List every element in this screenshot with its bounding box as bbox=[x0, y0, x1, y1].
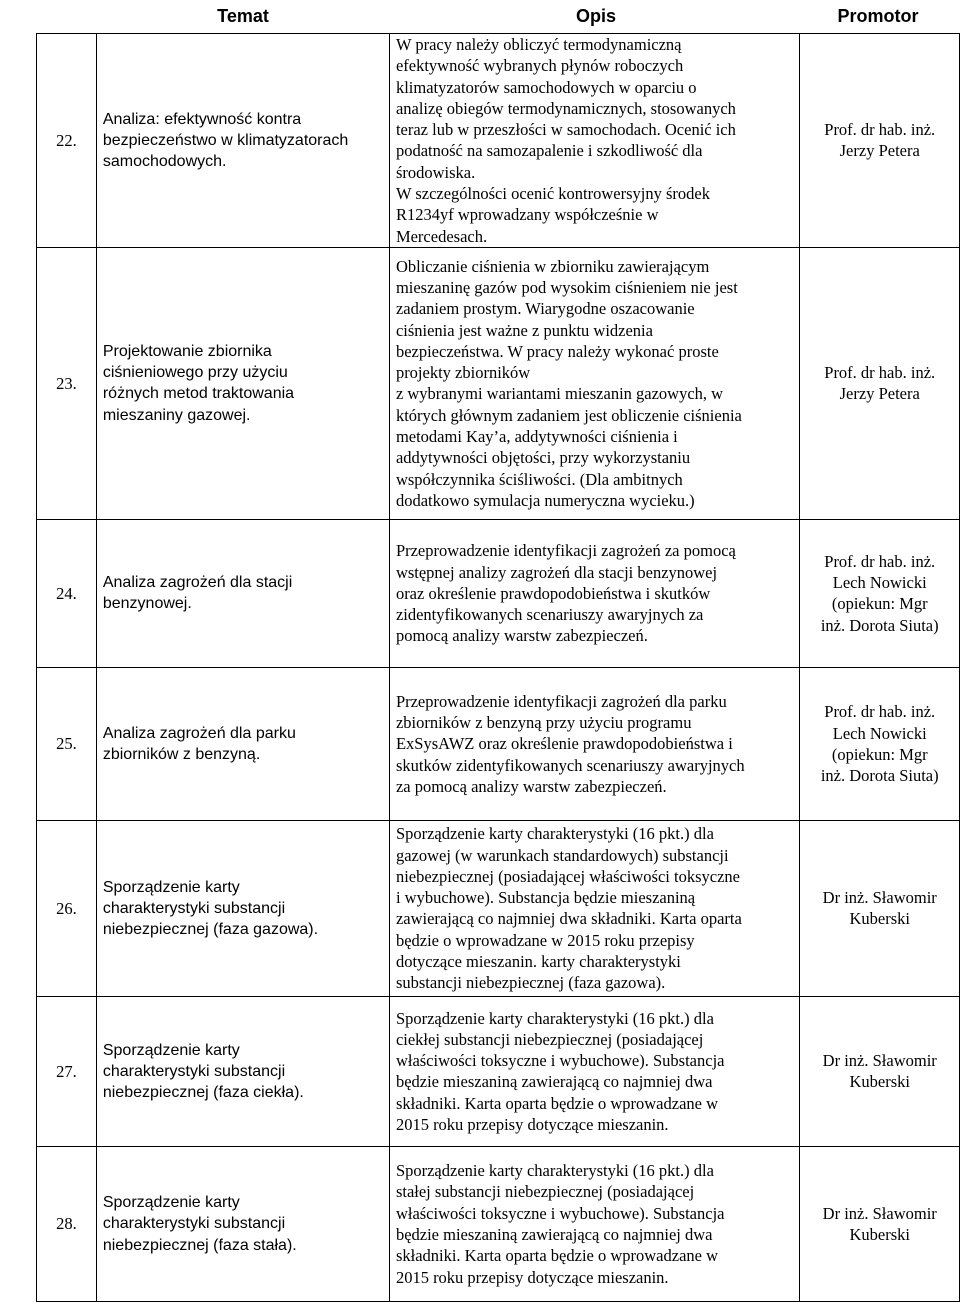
row-description: Sporządzenie karty charakterystyki (16 pkt.) dla stałej substancji niebezpiecznej (posiadającej właściwości toksyczne i wybuchowe). Substancja będzie mieszaniną zawierającą co najmniej dwa składniki. Karta oparta będzie o wprowadzane w 2015 roku przepisy dotyczące mieszanin. bbox=[389, 1146, 800, 1301]
row-number: 24. bbox=[37, 519, 97, 667]
row-number: 25. bbox=[37, 667, 97, 820]
table-row bbox=[37, 519, 960, 667]
table-row bbox=[37, 1146, 960, 1301]
header-topic-label: Temat bbox=[217, 6, 269, 26]
table-row bbox=[37, 820, 960, 996]
row-topic: Analiza zagrożeń dla parku zbiorników z benzyną. bbox=[96, 667, 389, 820]
table-row bbox=[37, 34, 960, 248]
row-topic: Analiza zagrożeń dla stacji benzynowej. bbox=[96, 519, 389, 667]
row-number: 26. bbox=[37, 820, 97, 996]
header-description bbox=[390, 0, 802, 33]
row-promoter: Prof. dr hab. inż. Lech Nowicki (opiekun: Mgr inż. Dorota Siuta) bbox=[800, 667, 960, 820]
row-promoter: Dr inż. Sławomir Kuberski bbox=[800, 996, 960, 1146]
topics-table bbox=[36, 33, 960, 1302]
table-row bbox=[37, 996, 960, 1146]
row-number: 28. bbox=[37, 1146, 97, 1301]
header-promoter bbox=[802, 0, 954, 33]
row-promoter: Dr inż. Sławomir Kuberski bbox=[800, 1146, 960, 1301]
table-row bbox=[37, 247, 960, 519]
row-topic: Analiza: efektywność kontra bezpieczeństwo w klimatyzatorach samochodowych. bbox=[96, 34, 389, 248]
row-promoter: Prof. dr hab. inż. Jerzy Petera bbox=[800, 247, 960, 519]
row-description: Sporządzenie karty charakterystyki (16 pkt.) dla gazowej (w warunkach standardowych) substancji niebezpiecznej (posiadającej właściwości toksyczne i wybuchowe). Substancja będzie mieszaniną zawierającą co najmniej dwa składniki. Karta oparta będzie o wprowadzane w 2015 roku przepisy dotyczące mieszanin. karty charakterystyki substancji niebezpiecznej (faza gazowa). bbox=[389, 820, 800, 996]
row-promoter: Prof. dr hab. inż. Jerzy Petera bbox=[800, 34, 960, 248]
row-description: Sporządzenie karty charakterystyki (16 pkt.) dla ciekłej substancji niebezpiecznej (posiadającej właściwości toksyczne i wybuchowe). Substancja będzie mieszaniną zawierającą co najmniej dwa składniki. Karta oparta będzie o wprowadzane w 2015 roku przepisy dotyczące mieszanin. bbox=[389, 996, 800, 1146]
row-number: 22. bbox=[37, 34, 97, 248]
row-topic: Projektowanie zbiornika ciśnieniowego przy użyciu różnych metod traktowania mieszaniny gazowej. bbox=[96, 247, 389, 519]
row-number: 23. bbox=[37, 247, 97, 519]
header-promoter-label: Promotor bbox=[837, 6, 919, 26]
header-topic bbox=[96, 0, 390, 33]
row-topic: Sporządzenie karty charakterystyki substancji niebezpiecznej (faza gazowa). bbox=[96, 820, 389, 996]
row-description: Przeprowadzenie identyfikacji zagrożeń za pomocą wstępnej analizy zagrożeń dla stacji benzynowej oraz określenie prawdopodobieństwa i skutków zidentyfikowanych scenariuszy awaryjnych za pomocą analizy warstw zabezpieczeń. bbox=[389, 519, 800, 667]
row-promoter: Prof. dr hab. inż. Lech Nowicki (opiekun: Mgr inż. Dorota Siuta) bbox=[800, 519, 960, 667]
table-row bbox=[37, 667, 960, 820]
row-number: 27. bbox=[37, 996, 97, 1146]
row-promoter: Dr inż. Sławomir Kuberski bbox=[800, 820, 960, 996]
row-description: Przeprowadzenie identyfikacji zagrożeń dla parku zbiorników z benzyną przy użyciu programu ExSysAWZ oraz określenie prawdopodobieństwa i skutków zidentyfikowanych scenariuszy awaryjnych za pomocą analizy warstw zabezpieczeń. bbox=[389, 667, 800, 820]
row-topic: Sporządzenie karty charakterystyki substancji niebezpiecznej (faza ciekła). bbox=[96, 996, 389, 1146]
row-topic: Sporządzenie karty charakterystyki substancji niebezpiecznej (faza stała). bbox=[96, 1146, 389, 1301]
header-description-label: Opis bbox=[575, 6, 616, 26]
row-description: W pracy należy obliczyć termodynamiczną efektywność wybranych płynów roboczych klimatyzatorów samochodowych w oparciu o analizę obiegów termodynamicznych, stosowanych teraz lub w przeszłości w samochodach. Ocenić ich podatność na samozapalenie i szkodliwość dla środowiska. W szczególności ocenić kontrowersyjny środek R1234yf wprowadzany współcześnie w Mercedesach. bbox=[389, 34, 800, 248]
row-description: Obliczanie ciśnienia w zbiorniku zawierającym mieszaninę gazów pod wysokim ciśnieniem nie jest zadaniem prostym. Wiarygodne oszacowanie ciśnienia jest ważne z punktu widzenia bezpieczeństwa. W pracy należy wykonać proste projekty zbiorników z wybranymi wariantami mieszanin gazowych, w których głównym zadaniem jest obliczenie ciśnienia metodami Kay’a, addytywności ciśnienia i addytywności objętości, przy wykorzystaniu współczynnika ściśliwości. (Dla ambitnych dodatkowo symulacja numeryczna wycieku.) bbox=[389, 247, 800, 519]
